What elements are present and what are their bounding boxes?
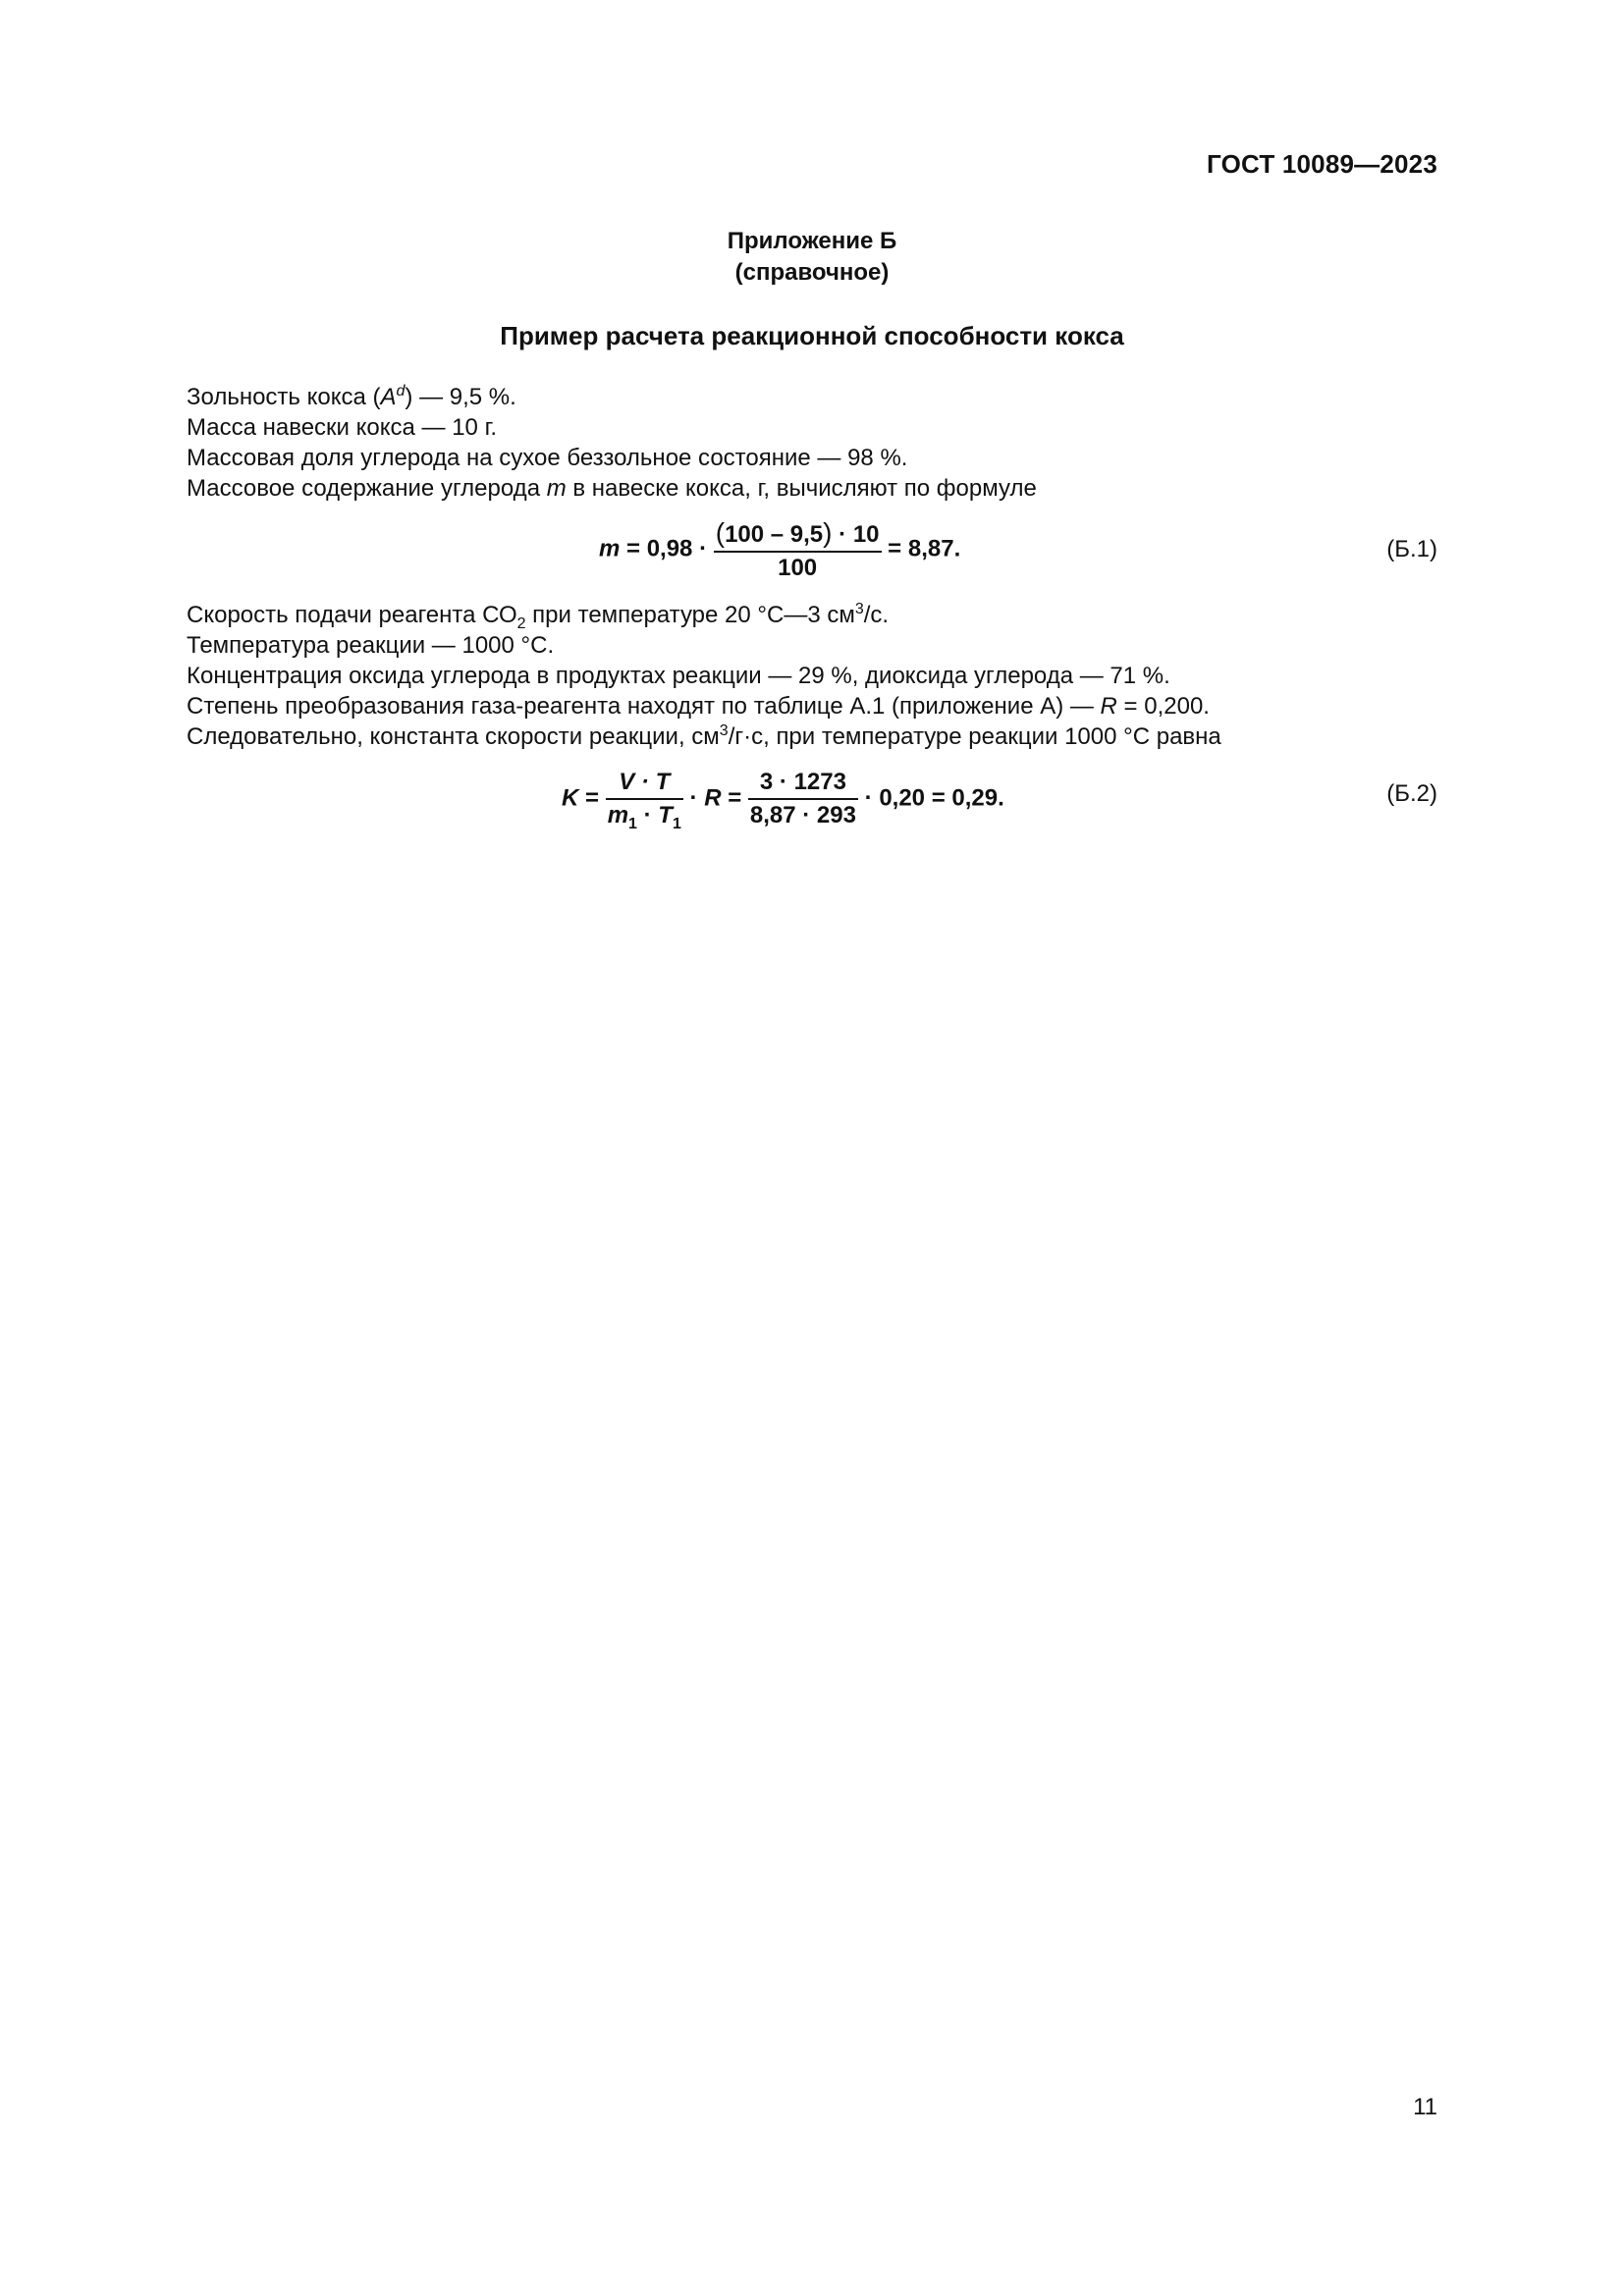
- paragraph-reaction-temperature: Температура реакции — 1000 °С.: [187, 632, 555, 659]
- paragraph-reagent-rate: Скорость подачи реагента $СО_2$ при температуре 20 °С—3 $см^3/с$.: [187, 601, 890, 632]
- formula-b2-fraction-1: $\frac{V \cdot T}{m_1 \cdot T_1}$: [607, 769, 681, 832]
- formula-b1: m = 0,98 · $\frac{(100 - 9,5) \cdot 10}{100}$ = 8,87.: [599, 517, 961, 581]
- paragraph-ash-content: Зольность кокса $(A^d)$ — 9,5 %.: [187, 383, 516, 410]
- section-title: Пример расчета реакционной способности кокса: [500, 321, 1124, 350]
- paragraph-gas-concentration: Концентрация оксида углерода в продуктах реакции — 29 %, диоксида углерода — 71 %.: [187, 663, 1170, 689]
- document-standard-header: ГОСТ 10089—2023: [1207, 149, 1437, 179]
- paragraph-rate-constant: Следовательно, константа скорости реакции, $см^3/г\cdot с$, при температуре реакции 1000 °С равна: [187, 722, 1221, 750]
- formula-b2-label: (Б.2): [1386, 780, 1437, 807]
- formula-b1-label: (Б.1): [1386, 536, 1437, 562]
- page-number: 11: [1413, 2094, 1437, 2120]
- paragraph-sample-mass: Масса навески кокса — 10 г.: [187, 414, 498, 441]
- formula-b2: K = $\frac{V \cdot T}{m_1 \cdot T_1}$ · R = $\frac{3 \cdot 1273}{8,87 \cdot 293}$ · 0,20 = 0,29.: [562, 769, 1004, 832]
- appendix-title: Приложение Б: [727, 228, 897, 254]
- appendix-subtitle: (справочное): [734, 259, 890, 286]
- formula-b2-fraction-2: $\frac{3 \cdot 1273}{8,87 \cdot 293}$: [749, 769, 856, 828]
- paragraph-carbon-content: Массовое содержание углерода m в навеске кокса, г, вычисляют по формуле: [187, 475, 1037, 502]
- paragraph-conversion-degree: Степень преобразования газа-реагента находят по таблице А.1 (приложение А) — R = 0,200.: [187, 693, 1210, 720]
- paragraph-carbon-fraction: Массовая доля углерода на сухое беззольное состояние — 98 %.: [187, 445, 908, 471]
- formula-b1-fraction: $\frac{(100 - 9,5) \cdot 10}{100}$: [715, 517, 880, 581]
